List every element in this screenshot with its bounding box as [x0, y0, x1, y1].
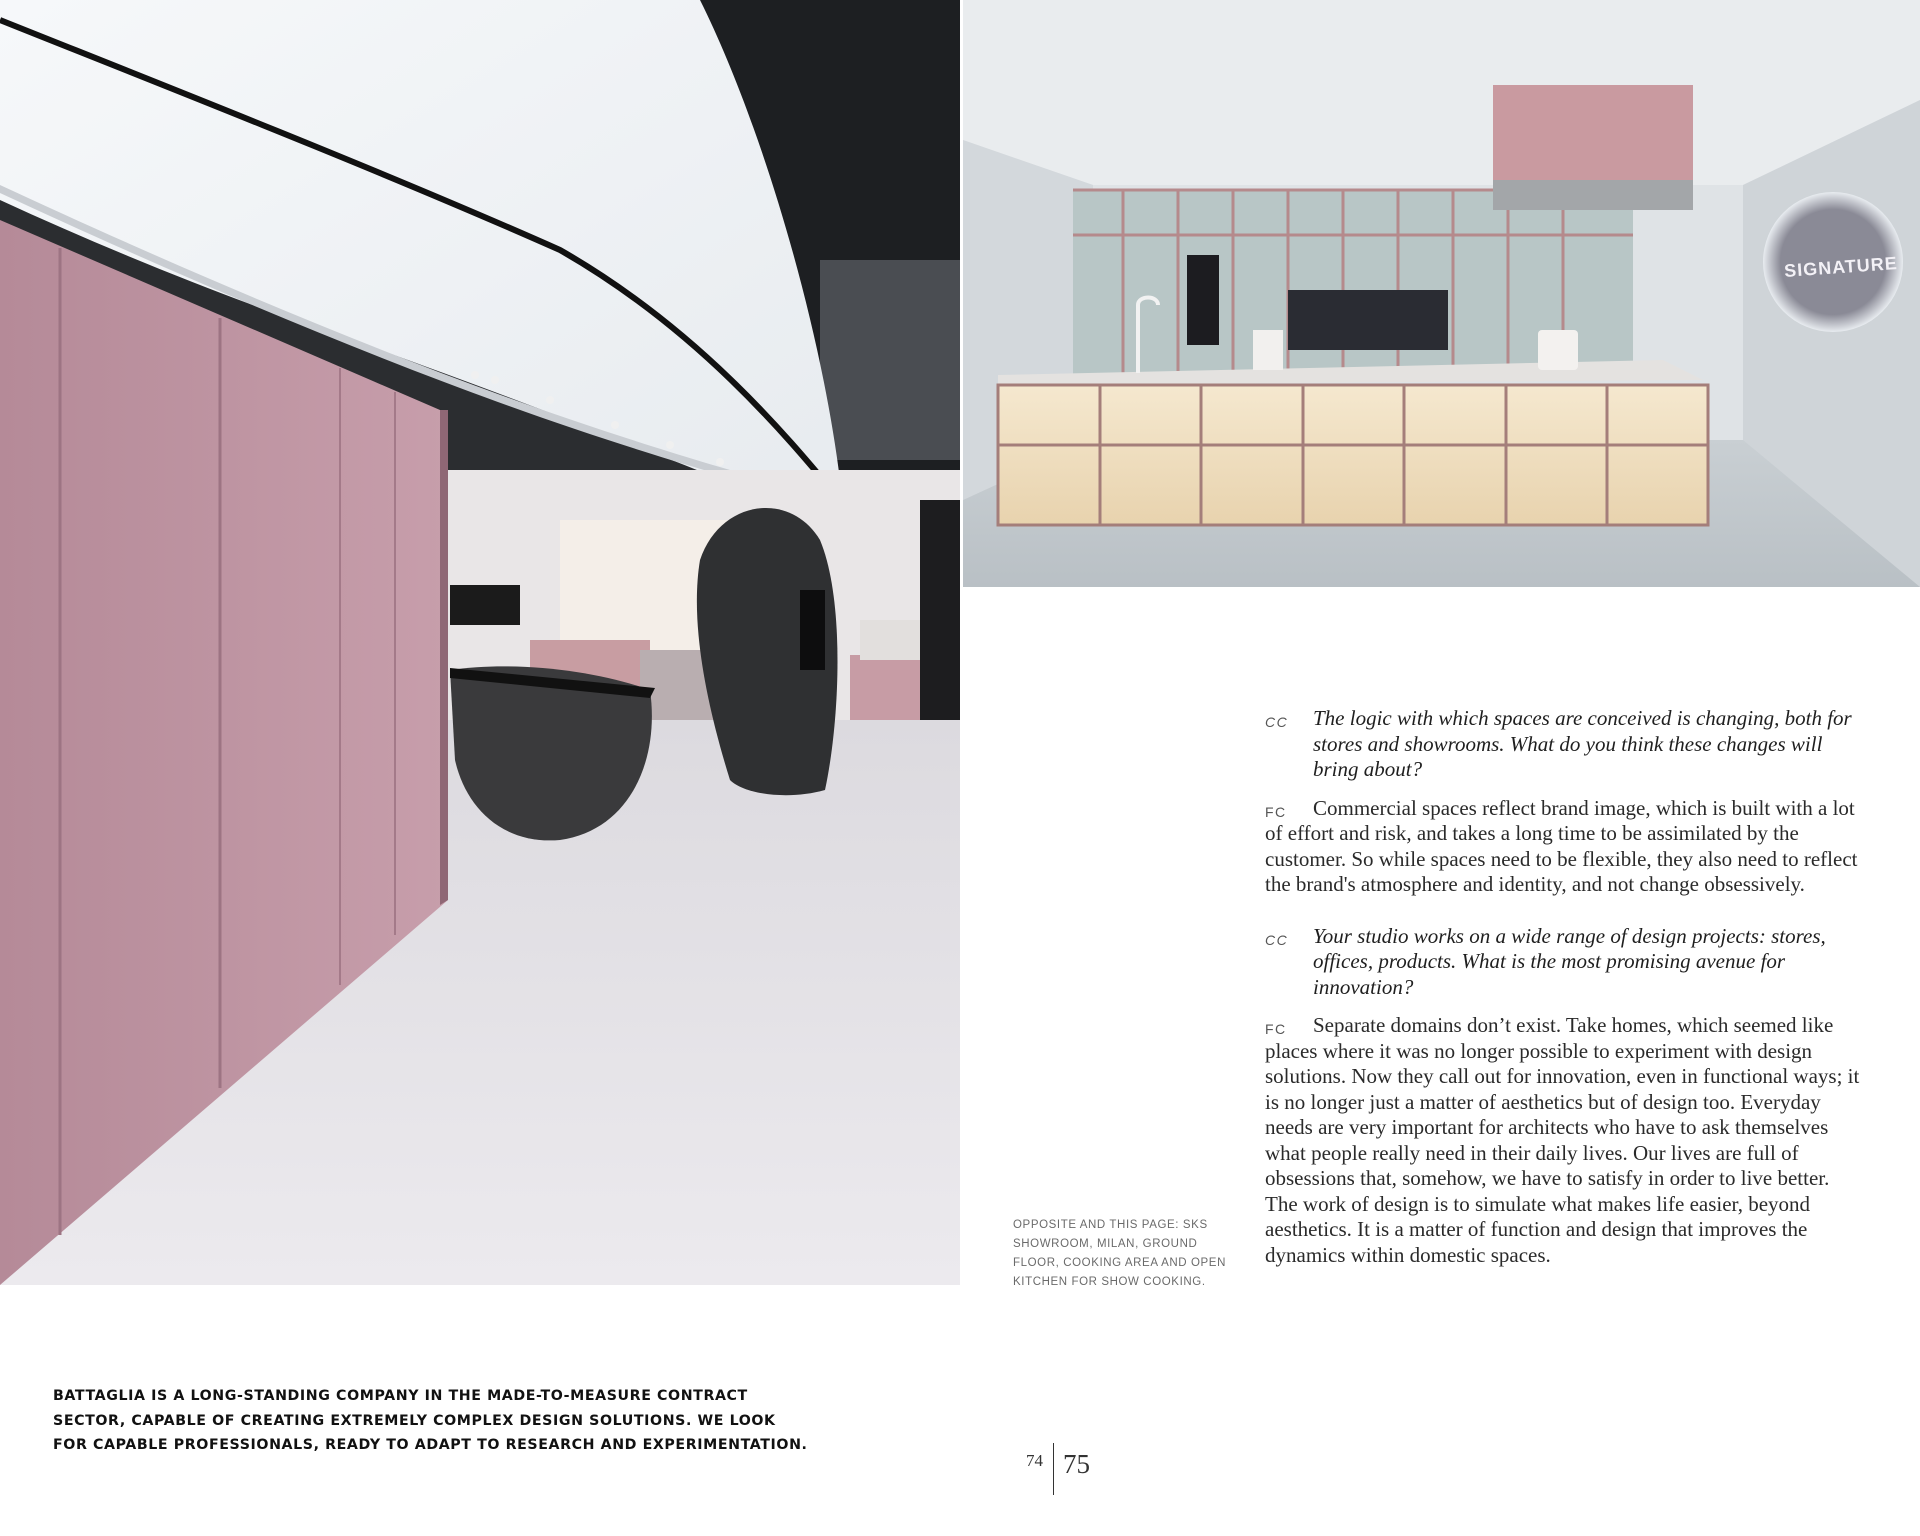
- page-number-left: 74: [1026, 1451, 1043, 1470]
- answer-2: [1265, 1013, 1865, 1268]
- question-2: [1265, 924, 1865, 1001]
- company-statement: BATTAGLIA IS A LONG-STANDING COMPANY IN THE MADE-TO-MEASURE CONTRACT SECTOR, CAPABLE OF CREATING EXTREMELY COMPLEX DESIGN SOLUTIONS. WE LOOK FOR CAPABLE PROFESSIONALS, READY TO ADAPT TO RESEARCH AND EXPERIMENTATION.: [53, 1388, 808, 1453]
- question-1: [1265, 706, 1865, 783]
- signature-logo: SIGNATURE: [1783, 253, 1899, 281]
- answer-text: Separate domains don’t exist. Take homes, which seemed like places where it was no longer possible to experiment with design solutions. Now they call out for innovation, even in functional ways; it is no longer just a matter of aesthetics but of design too. Everyday needs are very important for architects who have to ask themselves what people really need in their daily lives. Our lives are full of obsessions that, somehow, we have to satisfy in order to live better. The work of design is to simulate what makes life easier, beyond aesthetics. It is a matter of function and design that improves the dynamics within domestic spaces.: [1265, 1013, 1860, 1267]
- photo-caption: OPPOSITE AND THIS PAGE: SKS SHOWROOM, MILAN, GROUND FLOOR, COOKING AREA AND OPEN KITCHEN FOR SHOW COOKING.: [1013, 1219, 1226, 1288]
- page-number-right: 75: [1063, 1449, 1090, 1479]
- answer-text: Commercial spaces reflect brand image, which is built with a lot of effort and risk, and takes a long time to be assimilated by the customer. So while spaces need to be flexible, they also need to reflect the brand's atmosphere and identity, and not change obsessively.: [1265, 795, 1858, 896]
- speaker-tag: CC: [1265, 931, 1289, 948]
- answer-1: [1265, 796, 1865, 898]
- showroom-illustration: [0, 0, 960, 1285]
- kitchen-illustration: [963, 0, 1920, 587]
- interview-text: [1265, 706, 1865, 1268]
- folio-divider: [1053, 1443, 1054, 1495]
- question-text: The logic with which spaces are conceived is changing, both for stores and showrooms. What do you think these changes will bring about?: [1313, 706, 1852, 781]
- speaker-tag: CC: [1265, 714, 1289, 730]
- photo-showroom-interior: [0, 0, 960, 1285]
- question-text: Your studio works on a wide range of design projects: stores, offices, products. What is the most promising avenue for innovation?: [1313, 923, 1826, 999]
- speaker-tag: FC: [1265, 803, 1287, 820]
- speaker-tag: FC: [1265, 1021, 1287, 1037]
- photo-kitchen-island: [963, 0, 1920, 587]
